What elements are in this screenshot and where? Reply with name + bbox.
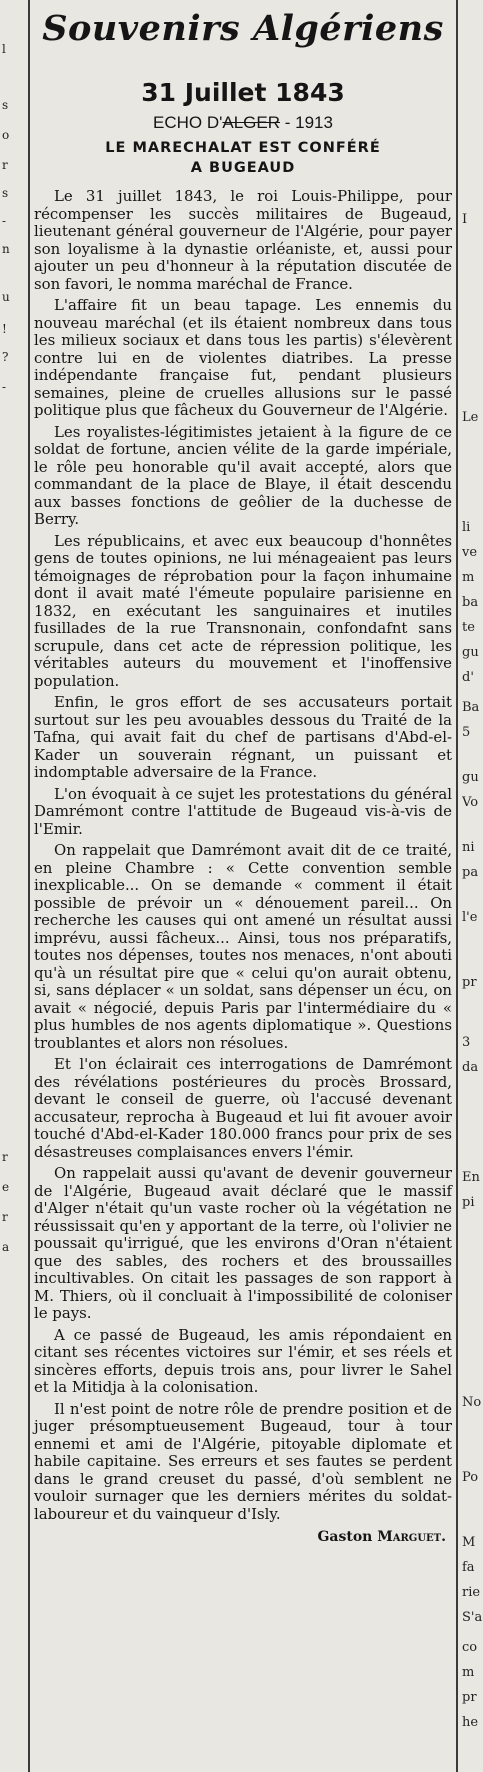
- column-fragment-text: s: [2, 186, 9, 200]
- column-fragment-text: n: [2, 242, 10, 256]
- column-fragment-text: r: [2, 1210, 8, 1224]
- headline: Souvenirs Algériens: [42, 8, 444, 49]
- signature: [34, 1529, 452, 1545]
- subheadline: [34, 138, 452, 178]
- column-fragment-text: e: [2, 1180, 10, 1194]
- paragraph: Le 31 juillet 1843, le roi Louis-Philippe, pour récompenser les succès militaires de Bugeaud, lieutenant général gouverneur de l'Algérie, pour payer son loyalisme à la dynastie orléaniste, et, aussi pour ajouter un peu d'honneur à la réputation discutée de son favori, le nomma maréchal de France.: [34, 187, 452, 293]
- column-fragment-text: M: [462, 1535, 476, 1550]
- source-prefix: ECHO D': [153, 113, 223, 132]
- column-fragment-text: li: [462, 520, 471, 535]
- signature-last-name: Marguet.: [377, 1529, 446, 1545]
- column-fragment-text: pa: [462, 865, 479, 880]
- column-fragment-text: d': [462, 670, 474, 685]
- paragraph: A ce passé de Bugeaud, les amis répondaient en citant ses récentes victoires sur l'émir, et ses réels et sincères efforts, depuis trois ans, pour livrer le Sahel et la Mitidja à la colonisation.: [34, 1325, 452, 1396]
- column-fragment-text: m: [462, 570, 475, 585]
- column-fragment-text: te: [462, 620, 475, 635]
- column-fragment-text: he: [462, 1715, 479, 1730]
- column-fragment-text: gu: [462, 645, 479, 660]
- paragraph: On rappelait aussi qu'avant de devenir gouverneur de l'Algérie, Bugeaud avait déclaré que le massif d'Alger n'était qu'un vaste rocher où la végétation ne réussissait qu'en y apportant de la terre, où l'olivier ne poussait qu'irrigué, que les environs d'Oran n'étaient que des sables, des rochers et des broussailles incultivables. On citait les passages de son rapport à M. Thiers, où il concluait à l'impossibilité de coloniser le pays.: [34, 1164, 452, 1322]
- column-fragment-text: rie: [462, 1585, 481, 1600]
- column-fragment-text: Po: [462, 1470, 479, 1485]
- paragraph: Et l'on éclairait ces interrogations de Damrémont des révélations postérieures du procès Brossard, devant le conseil de guerre, où l'accusé devenant accusateur, reprocha à Bugeaud et lui fit avouer avoir touché d'Abd-el-Kader 180.000 francs pour prix de ses désastreuses complaisances envers l'émir.: [34, 1055, 452, 1161]
- subhead-line-1: LE MARECHALAT EST CONFÉRÉ: [105, 140, 381, 156]
- column-fragment-text: s: [2, 98, 9, 112]
- column-fragment-text: ve: [462, 545, 478, 560]
- column-fragment-text: 5: [462, 725, 471, 740]
- column-fragment-text: S'a: [462, 1610, 483, 1625]
- column-fragment-text: ba: [462, 595, 479, 610]
- column-fragment-text: -: [2, 214, 7, 228]
- column-fragment-text: No: [462, 1395, 482, 1410]
- column-fragment-text: co: [462, 1640, 478, 1655]
- column-fragment-text: ?: [2, 350, 9, 364]
- source-suffix: - 1913: [280, 113, 333, 132]
- paragraph: L'affaire fit un beau tapage. Les ennemis du nouveau maréchal (et ils étaient nombreux dans tous les milieux sociaux et dans tous les partis) s'élevèrent contre lui en de violentes diatribes. La presse indépendante française fut, pendant plusieurs semaines, pleine de cruelles allusions sur le passé politique plus que fâcheux du Gouverneur de l'Algérie.: [34, 296, 452, 419]
- paragraph: On rappelait que Damrémont avait dit de ce traité, en pleine Chambre : « Cette convention semble inexplicable... On se demande « comment il était possible de prévoir un « dénouement pareil... On recherche les causes qui ont amené un résultat aussi imprévu, aussi fâcheux... Ainsi, tous nos préparatifs, toutes nos dépenses, toutes nos menaces, n'ont abouti qu'à un résultat pire que « celui qu'on aurait obtenu, si, sans déplacer « un soldat, sans dépenser un écu, on avait « négocié, depuis Paris par l'intermédiaire du « plus humbles de nos agents diplomatique ». Questions troublantes et alors non résolues.: [34, 841, 452, 1052]
- paragraph: Les royalistes-légitimistes jetaient à la figure de ce soldat de fortune, ancien vélite de la garde impériale, le rôle peu honorable qu'il avait accepté, alors que commandant de la place de Blaye, il était descendu aux basses fonctions de geôlier de la duchesse de Berry.: [34, 422, 452, 528]
- column-fragment-text: -: [2, 380, 7, 394]
- signature-first-name: Gaston: [317, 1529, 373, 1545]
- column-fragment-text: !: [2, 322, 7, 336]
- column-fragment-text: Le: [462, 410, 479, 425]
- column-fragment-text: Vo: [462, 795, 479, 810]
- column-fragment-text: 3: [462, 1035, 471, 1050]
- article-body: [34, 188, 452, 1523]
- column-fragment-text: r: [2, 1150, 8, 1164]
- column-rule-right: [456, 0, 458, 1772]
- source-annotation: [34, 112, 452, 134]
- column-fragment-text: pi: [462, 1195, 475, 1210]
- column-fragment-text: da: [462, 1060, 479, 1075]
- column-fragment-text: l'e: [462, 910, 478, 925]
- column-fragment-text: ni: [462, 840, 475, 855]
- column-fragment-text: l: [2, 42, 6, 56]
- article-date: 31 Juillet 1843: [141, 78, 345, 107]
- source-struck: ALGER: [222, 113, 281, 132]
- column-fragment-text: a: [2, 1240, 10, 1254]
- column-fragment-text: En: [462, 1170, 480, 1185]
- column-fragment-text: o: [2, 128, 10, 142]
- column-rule-left: [28, 0, 30, 1772]
- column-fragment-text: pr: [462, 1690, 477, 1705]
- column-fragment-text: I: [462, 212, 468, 227]
- column-fragment-text: Ba: [462, 700, 480, 715]
- column-fragment-text: u: [2, 290, 10, 304]
- subhead-line-2: A BUGEAUD: [190, 160, 296, 176]
- paragraph: Il n'est point de notre rôle de prendre position et de juger présomptueusement Bugeaud, tour à tour ennemi et ami de l'Algérie, pitoyable diplomate et habile capitaine. Ses erreurs et ses fautes se perdent dans le grand creuset du passé, d'où semblent ne vouloir surnager que les derniers mérites du soldat-laboureur et du vainqueur d'Isly.: [34, 1399, 452, 1523]
- paragraph: Les républicains, et avec eux beaucoup d'honnêtes gens de toutes opinions, ne lui ménageaient pas leurs témoignages de réprobation pour la façon inhumaine dont il avait maté l'émeute populaire parisienne en 1832, en exécutant les sanguinaires et inutiles fusillades de la rue Transnonain, confondafnt sans scrupule, dans cet acte de répression politique, les véritables auteurs du mouvement et l'inoffensive population.: [34, 531, 452, 690]
- column-fragment-text: m: [462, 1665, 475, 1680]
- paragraph: Enfin, le gros effort de ses accusateurs portait surtout sur les peu avouables dessous du Traité de la Tafna, qui avait fait du chef de partisans d'Abd-el-Kader un souverain régnant, un puissant et indomptable adversaire de la France.: [34, 693, 452, 781]
- paragraph: L'on évoquait à ce sujet les protestations du général Damrémont contre l'attitude de Bugeaud vis-à-vis de l'Emir.: [34, 784, 452, 838]
- column-fragment-text: pr: [462, 975, 477, 990]
- column-fragment-text: r: [2, 158, 8, 172]
- article: [34, 8, 452, 1545]
- column-fragment-text: gu: [462, 770, 479, 785]
- column-fragment-text: fa: [462, 1560, 475, 1575]
